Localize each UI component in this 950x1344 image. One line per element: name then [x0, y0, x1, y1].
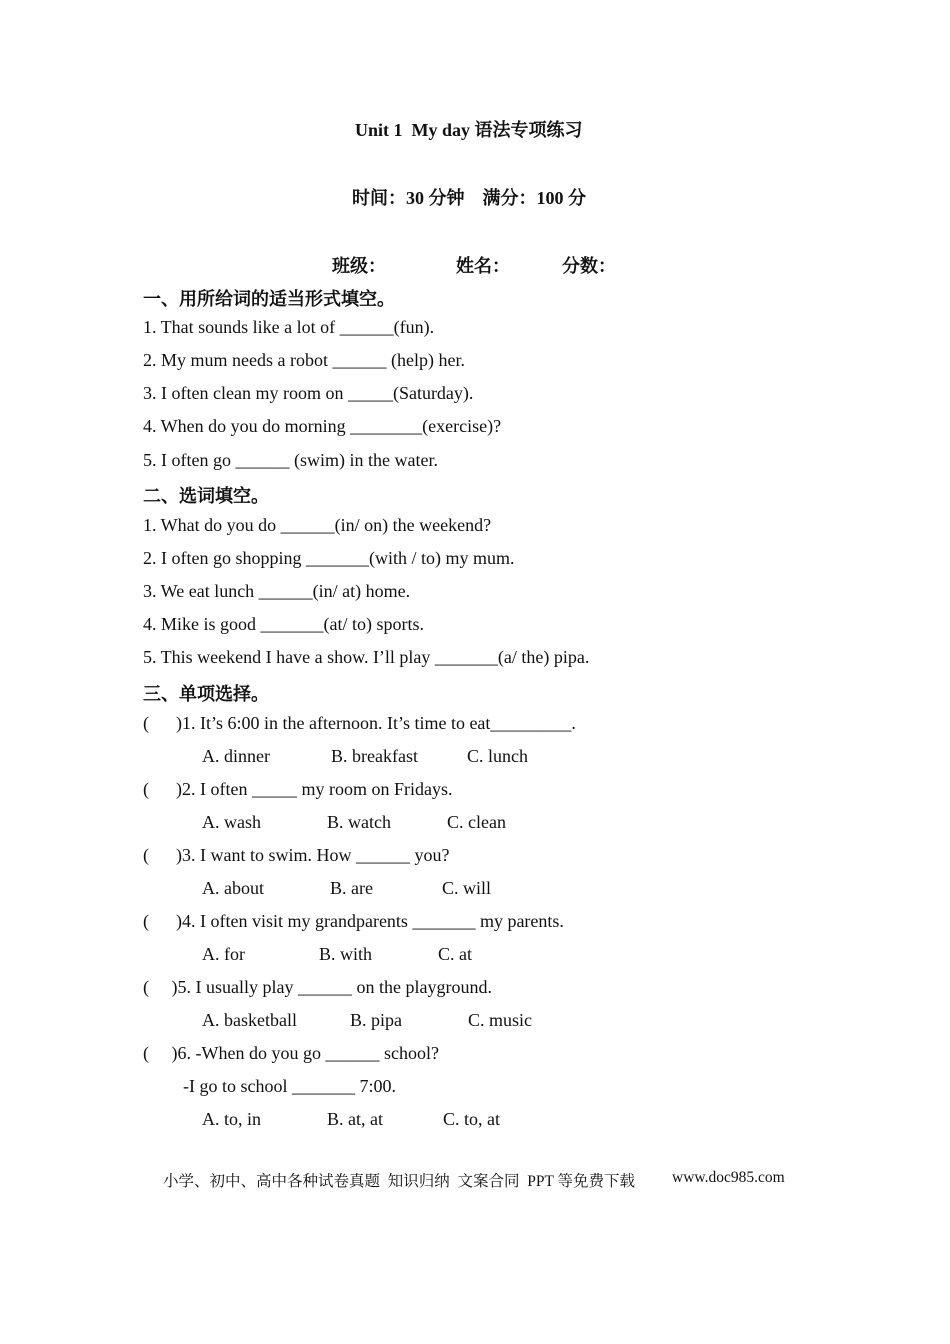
- mc-6-option-c: C. to, at: [443, 1109, 500, 1129]
- mc-1-option-b: B. breakfast: [331, 746, 418, 766]
- footer-url[interactable]: www.doc985.com: [672, 1169, 785, 1186]
- time-score-line: 时间：30 分钟 满分：100 分: [352, 188, 586, 208]
- s2-item-4: 4. Mike is good _______(at/ to) sports.: [143, 614, 424, 634]
- mc-question-2: ( )2. I often _____ my room on Fridays.: [143, 779, 453, 799]
- mc-1-option-a: A. dinner: [202, 746, 270, 766]
- section-2-heading: 二、选词填空。: [143, 486, 269, 507]
- mc-5-option-a: A. basketball: [202, 1010, 297, 1030]
- mc-1-option-c: C. lunch: [467, 746, 528, 766]
- mc-question-5: ( )5. I usually play ______ on the playground.: [143, 977, 492, 997]
- mc-6-option-b: B. at, at: [327, 1109, 383, 1129]
- s1-item-5: 5. I often go ______ (swim) in the water.: [143, 450, 438, 470]
- mc-2-option-b: B. watch: [327, 812, 391, 832]
- score-label: 分数：: [562, 256, 616, 276]
- mc-6-option-a: A. to, in: [202, 1109, 262, 1129]
- mc-3-option-c: C. will: [442, 878, 492, 898]
- s2-item-2: 2. I often go shopping _______(with / to) my mum.: [143, 548, 515, 568]
- s1-item-3: 3. I often clean my room on _____(Saturday).: [143, 383, 474, 403]
- name-label: 姓名：: [456, 256, 510, 276]
- s1-item-2: 2. My mum needs a robot ______ (help) her.: [143, 350, 465, 370]
- mc-question-4: ( )4. I often visit my grandparents _______ my parents.: [143, 911, 564, 931]
- class-label: 班级：: [332, 256, 386, 276]
- mc-question-6: ( )6. -When do you go ______ school?: [143, 1043, 439, 1063]
- mc-4-option-c: C. at: [438, 944, 472, 964]
- mc-question-6-answer-line: -I go to school _______ 7:00.: [183, 1076, 396, 1096]
- mc-3-option-a: A. about: [202, 878, 264, 898]
- section-3-heading: 三、单项选择。: [143, 684, 269, 705]
- mc-2-option-a: A. wash: [202, 812, 261, 832]
- mc-2-option-c: C. clean: [447, 812, 506, 832]
- mc-question-3: ( )3. I want to swim. How ______ you?: [143, 845, 450, 865]
- mc-4-option-b: B. with: [319, 944, 373, 964]
- s2-item-5: 5. This weekend I have a show. I’ll play _______(a/ the) pipa.: [143, 647, 590, 667]
- mc-3-option-b: B. are: [330, 878, 373, 898]
- s2-item-3: 3. We eat lunch ______(in/ at) home.: [143, 581, 411, 601]
- page-title: Unit 1 My day 语法专项练习: [355, 120, 583, 140]
- mc-4-option-a: A. for: [202, 944, 245, 964]
- mc-5-option-c: C. music: [468, 1010, 533, 1030]
- mc-5-option-b: B. pipa: [350, 1010, 402, 1030]
- s1-item-1: 1. That sounds like a lot of ______(fun).: [143, 317, 435, 337]
- footer-text: 小学、初中、高中各种试卷真题 知识归纳 文案合同 PPT 等免费下载: [163, 1173, 636, 1190]
- mc-question-1: ( )1. It’s 6:00 in the afternoon. It’s time to eat_________.: [143, 713, 576, 733]
- s2-item-1: 1. What do you do ______(in/ on) the weekend?: [143, 515, 492, 535]
- s1-item-4: 4. When do you do morning ________(exercise)?: [143, 416, 502, 436]
- section-1-heading: 一、用所给词的适当形式填空。: [143, 289, 395, 310]
